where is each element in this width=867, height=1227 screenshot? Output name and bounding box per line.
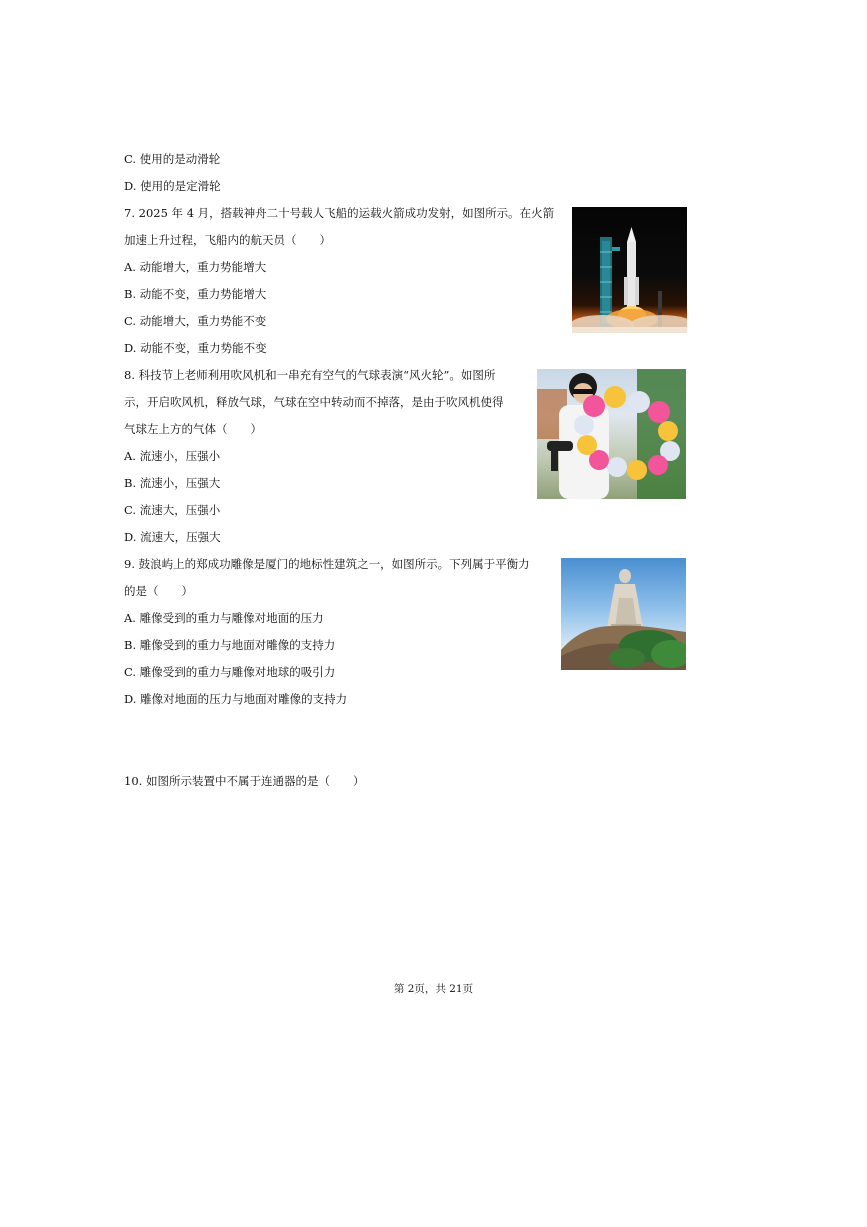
balloon-wind-wheel-photo <box>537 369 686 499</box>
q9-option-a: A. 雕像受到的重力与雕像对地面的压力 <box>124 611 324 625</box>
q10-stem: 10. 如图所示装置中不属于连通器的是（ ） <box>124 774 365 788</box>
q8-stem-line2: 示，开启吹风机，释放气球，气球在空中转动而不掉落，是由于吹风机使得 <box>124 395 504 409</box>
q8-option-c: C. 流速大，压强小 <box>124 503 221 517</box>
q8-stem-line1: 8. 科技节上老师利用吹风机和一串充有空气的气球表演“风火轮”。如图所 <box>124 368 496 382</box>
q8-option-d: D. 流速大，压强大 <box>124 530 221 544</box>
q7-option-a: A. 动能增大，重力势能增大 <box>124 260 267 274</box>
q7-stem-line2: 加速上升过程，飞船内的航天员（ ） <box>124 233 331 247</box>
q8-option-a: A. 流速小，压强小 <box>124 449 221 463</box>
q7-option-b: B. 动能不变，重力势能增大 <box>124 287 267 301</box>
q6-option-c: C. 使用的是动滑轮 <box>124 152 221 166</box>
rocket-launch-illustration <box>572 207 687 333</box>
q9-option-c: C. 雕像受到的重力与雕像对地球的吸引力 <box>124 665 336 679</box>
q7-stem-line1: 7. 2025 年 4 月，搭载神舟二十号载人飞船的运载火箭成功发射，如图所示。在火箭 <box>124 206 555 220</box>
q9-stem-line2: 的是（ ） <box>124 584 193 598</box>
q9-option-b: B. 雕像受到的重力与地面对雕像的支持力 <box>124 638 336 652</box>
balloon-wind-wheel-illustration <box>537 369 686 499</box>
rocket-launch-photo <box>572 207 687 333</box>
zheng-chenggong-statue-photo <box>561 558 686 670</box>
q7-option-d: D. 动能不变，重力势能不变 <box>124 341 267 355</box>
q8-stem-line3: 气球左上方的气体（ ） <box>124 422 262 436</box>
statue-illustration <box>561 558 686 670</box>
q9-option-d: D. 雕像对地面的压力与地面对雕像的支持力 <box>124 692 348 706</box>
page-footer: 第 2页，共 21页 <box>393 983 474 995</box>
q6-option-d: D. 使用的是定滑轮 <box>124 179 221 193</box>
q8-option-b: B. 流速小，压强大 <box>124 476 221 490</box>
q7-option-c: C. 动能增大，重力势能不变 <box>124 314 267 328</box>
q9-stem-line1: 9. 鼓浪屿上的郑成功雕像是厦门的地标性建筑之一，如图所示。下列属于平衡力 <box>124 557 530 571</box>
